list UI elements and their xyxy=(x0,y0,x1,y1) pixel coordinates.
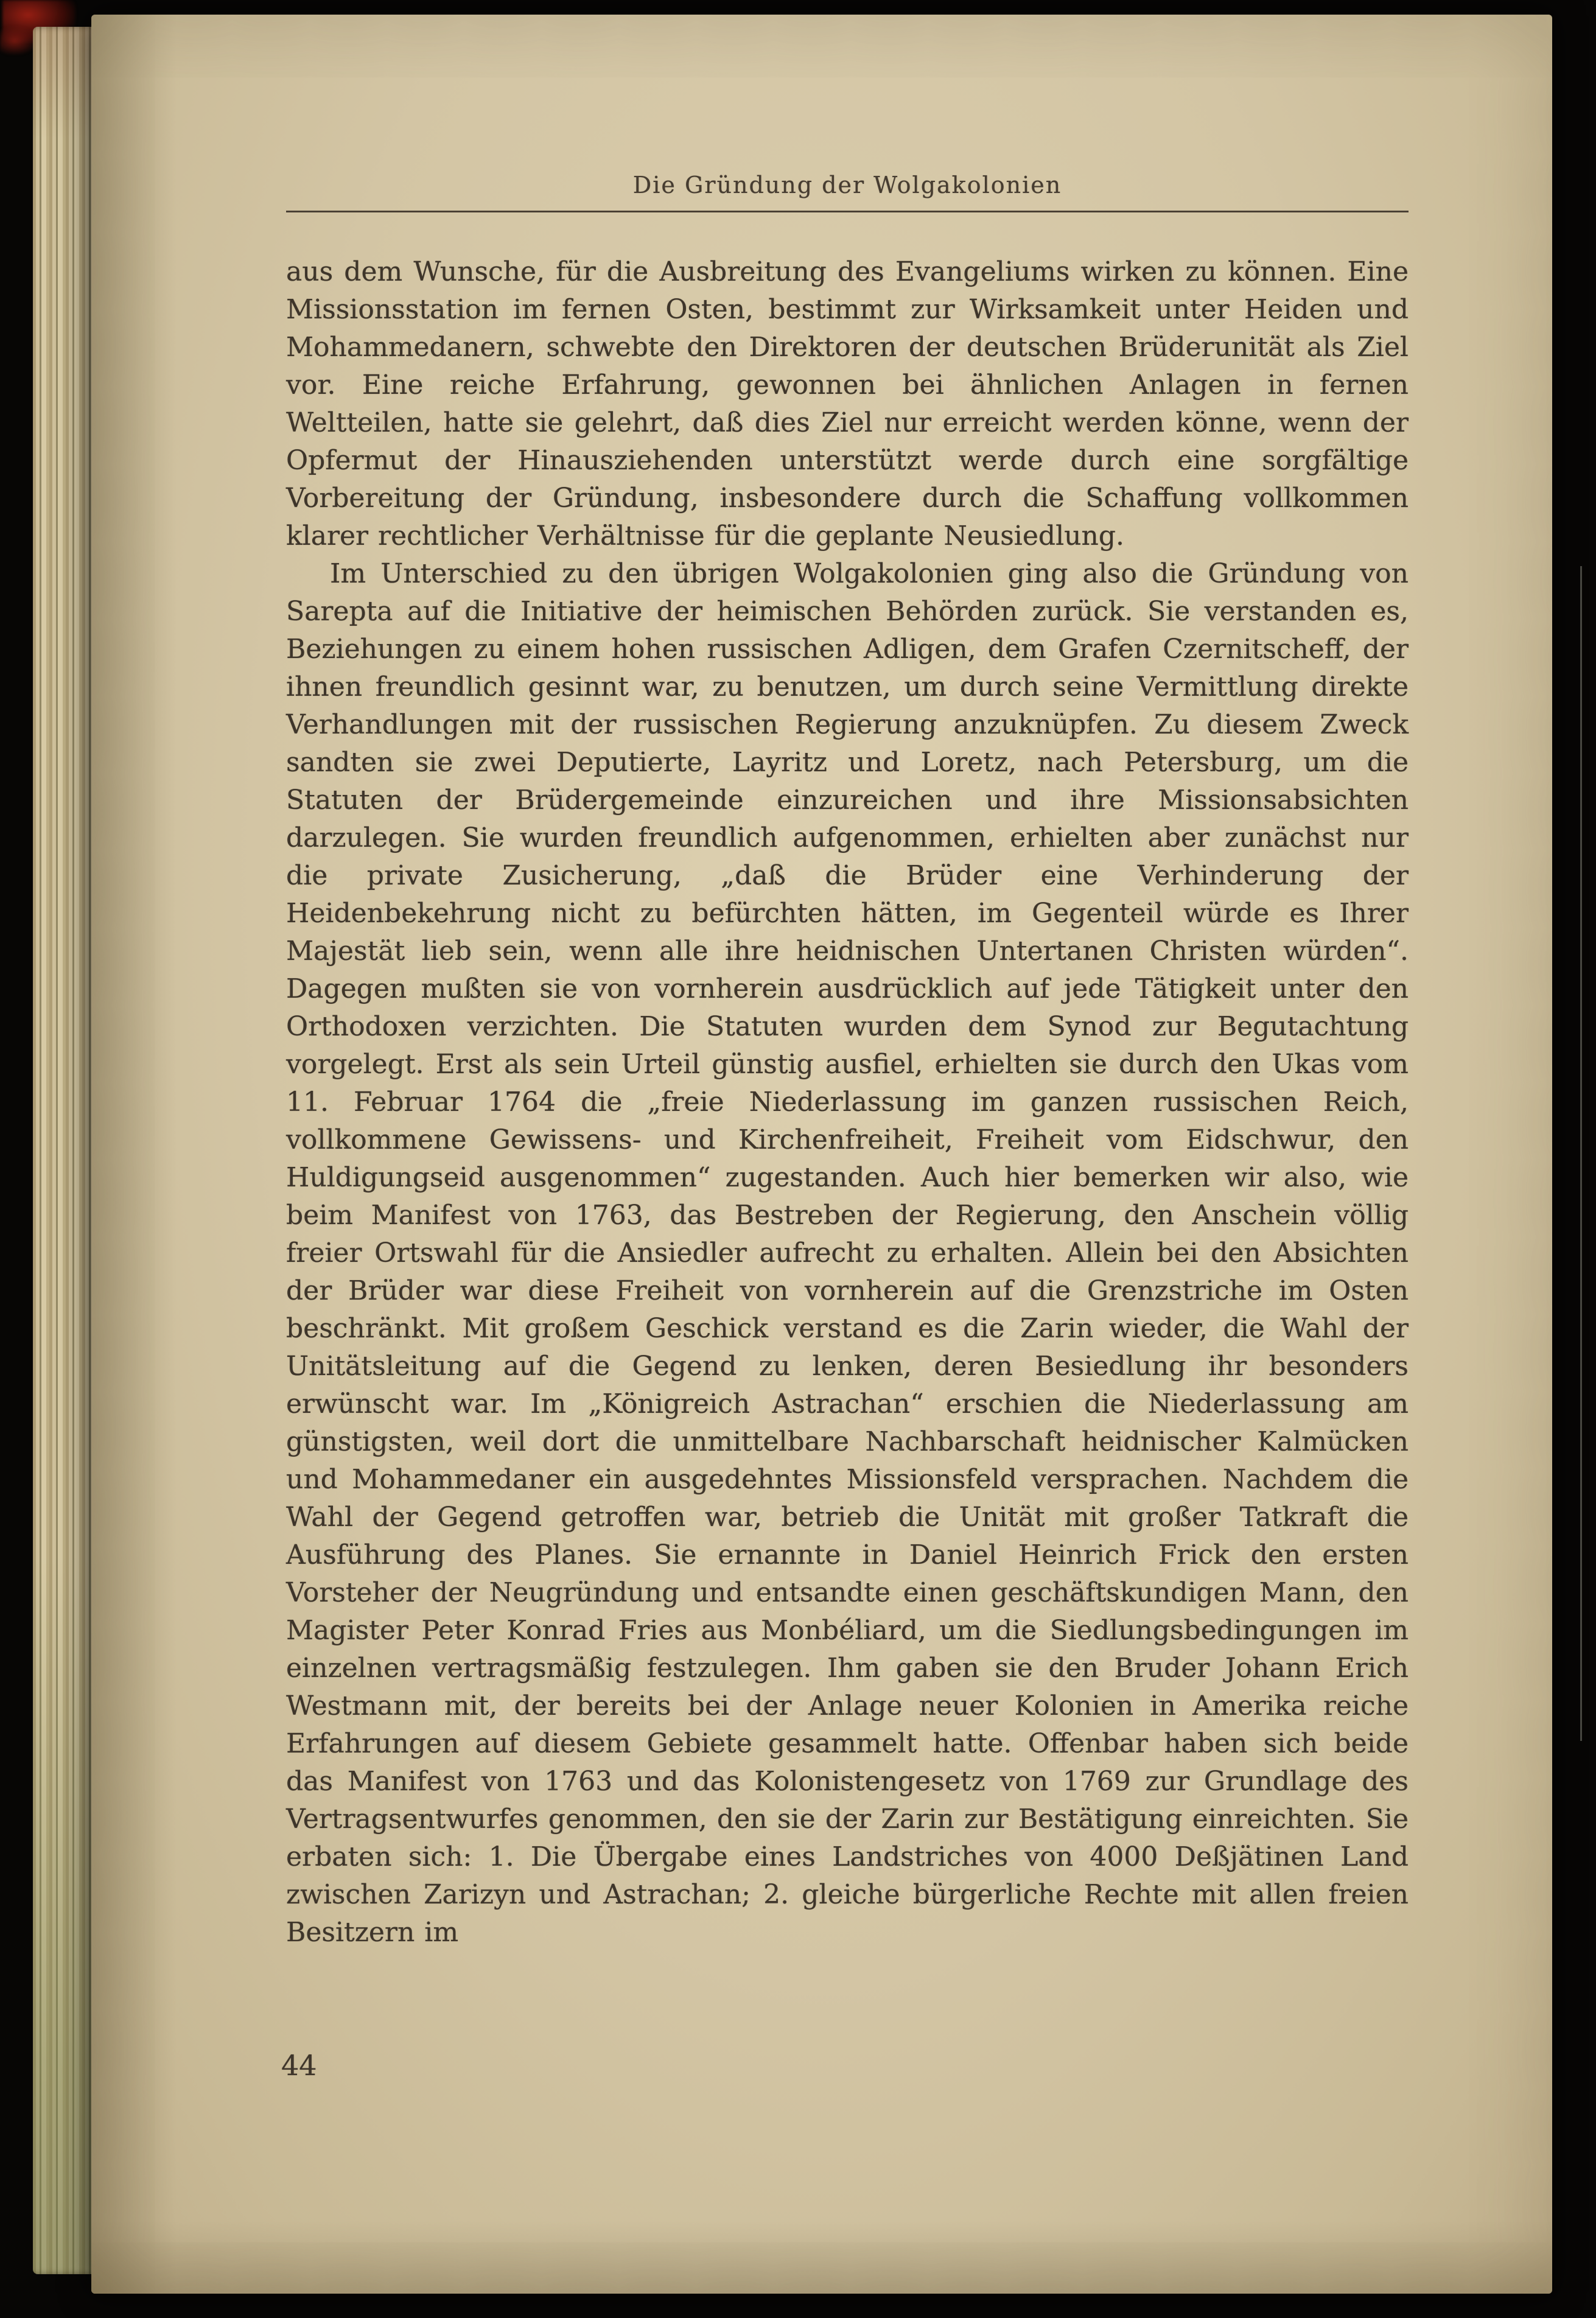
book-edge-highlight xyxy=(1580,566,1582,1741)
paragraph-2: Im Unterschied zu den übrigen Wolgakolonien ging also die Gründung von Sarepta auf die Initiative der heimischen Behörden zurück. Sie verstanden es, Beziehungen zu einem hohen russischen Adligen, dem Grafen Czernitscheff, der ihnen freundlich gesinnt war, zu benutzen, um durch seine Vermittlung direkte Verhandlungen mit der russischen Regierung anzuknüpfen. Zu diesem Zweck sandten sie zwei Deputierte, Layritz und Loretz, nach Petersburg, um die Statuten der Brüdergemeinde einzureichen und ihre Missionsabsichten darzulegen. Sie wurden freundlich aufgenommen, erhielten aber zunächst nur die private Zusicherung, „daß die Brüder eine Verhinderung der Heidenbekehrung nicht zu befürchten hätten, im Gegenteil würde es Ihrer Majestät lieb sein, wenn alle ihre heidnischen Untertanen Christen würden“. Dagegen mußten sie von vornherein ausdrücklich auf jede Tätigkeit unter den Orthodoxen verzichten. Die Statuten wurden dem Synod zur Begutachtung vorgelegt. Erst als sein Urteil günstig ausfiel, erhielten sie durch den Ukas vom 11. Februar 1764 die „freie Niederlassung im ganzen russischen Reich, vollkommene Gewissens- und Kirchenfreiheit, Freiheit vom Eidschwur, den Huldigungseid ausgenommen“ zugestanden. Auch hier bemerken wir also, wie beim Manifest von 1763, das Bestreben der Regierung, den Anschein völlig freier Ortswahl für die Ansiedler aufrecht zu erhalten. Allein bei den Absichten der Brüder war diese Freiheit von vornherein auf die Grenzstriche im Osten beschränkt. Mit großem Geschick verstand es die Zarin wieder, die Wahl der Unitätsleitung auf die Gegend zu lenken, deren Besiedlung ihr besonders erwünscht war. Im „Königreich Astrachan“ erschien die Niederlassung am günstigsten, weil dort die unmittelbare Nachbarschaft heidnischer Kalmücken und Mohammedaner ein ausgedehntes Missionsfeld versprachen. Nachdem die Wahl der Gegend getroffen war, betrieb die Unität mit großer Tatkraft die Ausführung des Planes. Sie ernannte in Daniel Heinrich Frick den ersten Vorsteher der Neugründung und entsandte einen geschäftskundigen Mann, den Magister Peter Konrad Fries aus Monbéliard, um die Siedlungsbedingungen im einzelnen vertragsmäßig festzulegen. Ihm gaben sie den Bruder Johann Erich Westmann mit, der bereits bei der Anlage neuer Kolonien in Amerika reiche Erfahrungen auf diesem Gebiete gesammelt hatte. Offenbar haben sich beide das Manifest von 1763 und das Kolonistengesetz von 1769 zur Grundlage des Vertragsentwurfes genommen, den sie der Zarin zur Bestätigung einreichten. Sie erbaten sich: 1. Die Übergabe eines Landstriches von 4000 Deßjätinen Land zwischen Zarizyn und Astrachan; 2. gleiche bürgerliche Rechte mit allen freien Besitzern im xyxy=(286,558,1409,1948)
gutter-shadow xyxy=(91,15,177,2294)
header-rule xyxy=(286,211,1409,212)
page-edge-stack xyxy=(33,27,97,2274)
bottom-shadow xyxy=(91,2221,1552,2294)
running-header: Die Gründung der Wolgakolonien xyxy=(632,172,1062,198)
red-paint-mark-small xyxy=(0,27,37,55)
book-page xyxy=(91,15,1552,2294)
page-number: 44 xyxy=(281,2049,317,2082)
paragraph-1: aus dem Wunsche, für die Ausbreitung des Evangeliums wirken zu können. Eine Missionsstation im fernen Osten, bestimmt zur Wirksamkeit unter Heiden und Mohammedanern, schwebte den Direktoren der deutschen Brüderunität als Ziel vor. Eine reiche Erfahrung, gewonnen bei ähnlichen Anlagen in fernen Weltteilen, hatte sie gelehrt, daß dies Ziel nur erreicht werden könne, wenn der Opfermut der Hinausziehenden unterstützt werde durch eine sorgfältige Vorbereitung der Gründung, insbesondere durch die Schaffung vollkommen klarer rechtlicher Verhältnisse für die geplante Neusiedlung. xyxy=(286,256,1409,551)
text-column xyxy=(286,253,1409,1952)
